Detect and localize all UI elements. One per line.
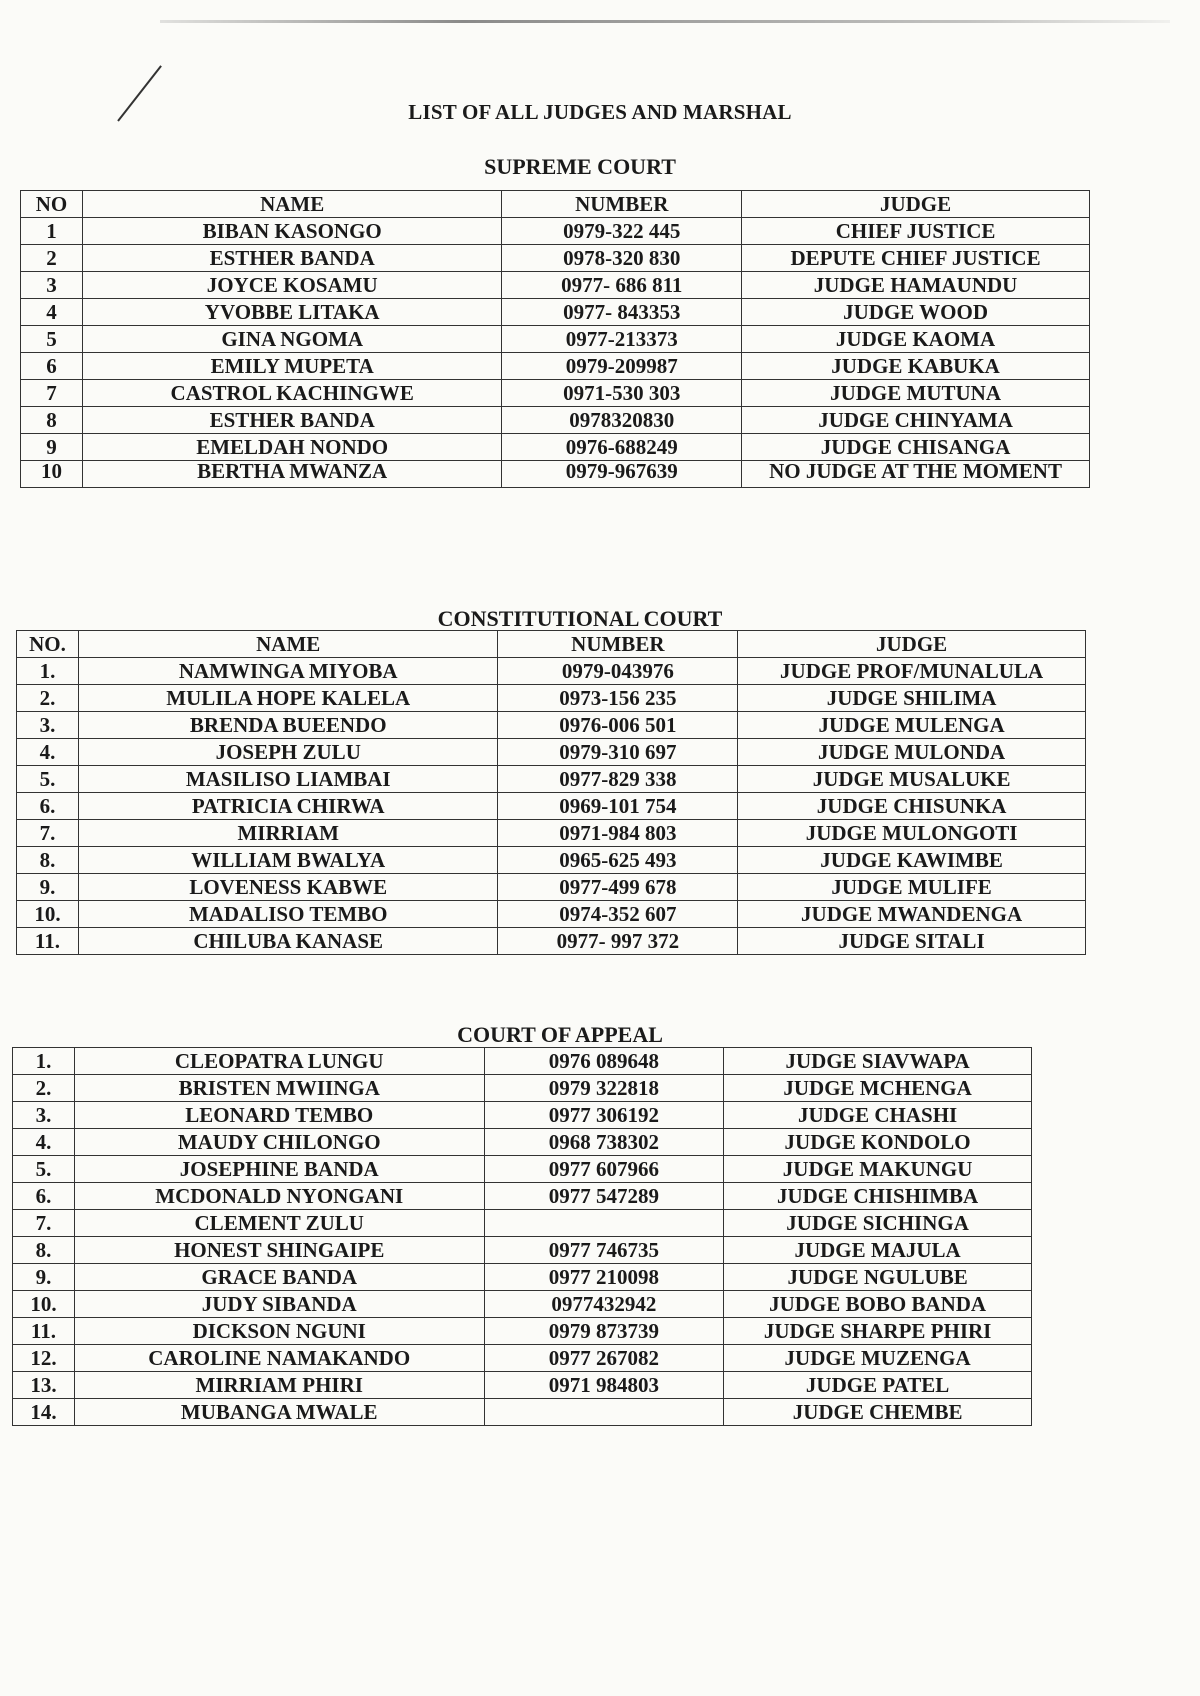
phone-number: 0977-213373	[502, 326, 742, 353]
marshal-name: JOSEPHINE BANDA	[74, 1156, 484, 1183]
judge-name: JUDGE SICHINGA	[724, 1210, 1032, 1237]
marshal-name: JOYCE KOSAMU	[82, 272, 502, 299]
court-of-appeal-table	[12, 1047, 1032, 1426]
judge-name: JUDGE SHARPE PHIRI	[724, 1318, 1032, 1345]
row-number: 3	[21, 272, 83, 299]
table-row	[13, 1372, 1032, 1399]
phone-number: 0977- 997 372	[498, 928, 738, 955]
row-number: 8.	[13, 1237, 75, 1264]
col-header-name: NAME	[78, 631, 498, 658]
row-number: 8.	[17, 847, 79, 874]
marshal-name: MASILISO LIAMBAI	[78, 766, 498, 793]
table-row	[21, 218, 1090, 245]
table-row	[13, 1075, 1032, 1102]
row-number: 3.	[13, 1102, 75, 1129]
marshal-name: JOSEPH ZULU	[78, 739, 498, 766]
table-row	[13, 1129, 1032, 1156]
row-number: 5	[21, 326, 83, 353]
marshal-name: EMELDAH NONDO	[82, 434, 502, 461]
table-row	[17, 685, 1086, 712]
judge-name: JUDGE MUSALUKE	[738, 766, 1086, 793]
table-row	[17, 820, 1086, 847]
phone-number: 0977 746735	[484, 1237, 724, 1264]
marshal-name: MIRRIAM PHIRI	[74, 1372, 484, 1399]
phone-number: 0976-006 501	[498, 712, 738, 739]
judge-name: JUDGE MUZENGA	[724, 1345, 1032, 1372]
table-row	[17, 766, 1086, 793]
marshal-name: ESTHER BANDA	[82, 407, 502, 434]
row-number: 9.	[17, 874, 79, 901]
judge-name: JUDGE CHISANGA	[742, 434, 1090, 461]
phone-number: 0979 322818	[484, 1075, 724, 1102]
row-number: 12.	[13, 1345, 75, 1372]
phone-number: 0979-043976	[498, 658, 738, 685]
row-number: 6.	[17, 793, 79, 820]
row-number: 8	[21, 407, 83, 434]
table-row	[17, 901, 1086, 928]
phone-number: 0979-209987	[502, 353, 742, 380]
col-header-judge: JUDGE	[738, 631, 1086, 658]
row-number: 1.	[17, 658, 79, 685]
marshal-name: BRISTEN MWIINGA	[74, 1075, 484, 1102]
phone-number: 0977-499 678	[498, 874, 738, 901]
table-row	[21, 299, 1090, 326]
marshal-name: CLEOPATRA LUNGU	[74, 1048, 484, 1075]
phone-number: 0977 306192	[484, 1102, 724, 1129]
phone-number: 0976-688249	[502, 434, 742, 461]
judge-name: JUDGE HAMAUNDU	[742, 272, 1090, 299]
marshal-name: EMILY MUPETA	[82, 353, 502, 380]
phone-number: 0977 607966	[484, 1156, 724, 1183]
row-number: 6	[21, 353, 83, 380]
phone-number: 0971-984 803	[498, 820, 738, 847]
marshal-name: BERTHA MWANZA	[82, 461, 502, 488]
table-row	[13, 1399, 1032, 1426]
row-number: 9	[21, 434, 83, 461]
table-row	[17, 928, 1086, 955]
table-row	[13, 1318, 1032, 1345]
judge-name: JUDGE MULENGA	[738, 712, 1086, 739]
phone-number: 0973-156 235	[498, 685, 738, 712]
table-row	[21, 380, 1090, 407]
judge-name: JUDGE WOOD	[742, 299, 1090, 326]
table-row	[21, 353, 1090, 380]
row-number: 2.	[17, 685, 79, 712]
judge-name: JUDGE BOBO BANDA	[724, 1291, 1032, 1318]
marshal-name: HONEST SHINGAIPE	[74, 1237, 484, 1264]
phone-number: 0977432942	[484, 1291, 724, 1318]
table-row	[17, 658, 1086, 685]
judge-name: JUDGE MULONGOTI	[738, 820, 1086, 847]
judge-name: JUDGE CHEMBE	[724, 1399, 1032, 1426]
judge-name: JUDGE SIAVWAPA	[724, 1048, 1032, 1075]
col-header-no: NO	[21, 191, 83, 218]
table-row	[13, 1102, 1032, 1129]
row-number: 2.	[13, 1075, 75, 1102]
phone-number: 0976 089648	[484, 1048, 724, 1075]
judge-name: JUDGE MULIFE	[738, 874, 1086, 901]
marshal-name: JUDY SIBANDA	[74, 1291, 484, 1318]
phone-number: 0969-101 754	[498, 793, 738, 820]
phone-number: 0978320830	[502, 407, 742, 434]
row-number: 2	[21, 245, 83, 272]
row-number: 10.	[17, 901, 79, 928]
judge-name: JUDGE KAWIMBE	[738, 847, 1086, 874]
marshal-name: LOVENESS KABWE	[78, 874, 498, 901]
marshal-name: MADALISO TEMBO	[78, 901, 498, 928]
col-header-number: NUMBER	[502, 191, 742, 218]
row-number: 14.	[13, 1399, 75, 1426]
phone-number: 0977 210098	[484, 1264, 724, 1291]
judge-name: JUDGE KONDOLO	[724, 1129, 1032, 1156]
judge-name: NO JUDGE AT THE MOMENT	[742, 461, 1090, 488]
court-of-appeal-title: COURT OF APPEAL	[457, 1022, 663, 1047]
row-number: 1.	[13, 1048, 75, 1075]
phone-number: 0979-967639	[502, 461, 742, 488]
table-row	[17, 712, 1086, 739]
marshal-name: YVOBBE LITAKA	[82, 299, 502, 326]
table-row	[13, 1210, 1032, 1237]
table-header-row	[17, 631, 1086, 658]
marshal-name: NAMWINGA MIYOBA	[78, 658, 498, 685]
table-row	[21, 434, 1090, 461]
table-row	[13, 1291, 1032, 1318]
judge-name: JUDGE MCHENGA	[724, 1075, 1032, 1102]
judge-name: JUDGE SHILIMA	[738, 685, 1086, 712]
judge-name: CHIEF JUSTICE	[742, 218, 1090, 245]
row-number: 4	[21, 299, 83, 326]
marshal-name: MIRRIAM	[78, 820, 498, 847]
judge-name: JUDGE MAKUNGU	[724, 1156, 1032, 1183]
table-row	[21, 326, 1090, 353]
row-number: 10	[21, 461, 83, 488]
phone-number: 0979-322 445	[502, 218, 742, 245]
phone-number: 0979-310 697	[498, 739, 738, 766]
scan-edge-line	[160, 20, 1170, 23]
col-header-number: NUMBER	[498, 631, 738, 658]
phone-number: 0977 267082	[484, 1345, 724, 1372]
constitutional-court-title: CONSTITUTIONAL COURT	[437, 606, 723, 631]
marshal-name: BRENDA BUEENDO	[78, 712, 498, 739]
table-row	[13, 1156, 1032, 1183]
row-number: 5.	[13, 1156, 75, 1183]
marshal-name: MUBANGA MWALE	[74, 1399, 484, 1426]
marshal-name: WILLIAM BWALYA	[78, 847, 498, 874]
phone-number: 0968 738302	[484, 1129, 724, 1156]
table-row	[21, 407, 1090, 434]
table-row	[13, 1264, 1032, 1291]
table-row	[21, 461, 1090, 488]
marshal-name: ESTHER BANDA	[82, 245, 502, 272]
judge-name: JUDGE MULONDA	[738, 739, 1086, 766]
table-header-row	[21, 191, 1090, 218]
judge-name: JUDGE SITALI	[738, 928, 1086, 955]
phone-number	[484, 1399, 724, 1426]
judge-name: JUDGE MWANDENGA	[738, 901, 1086, 928]
marshal-name: LEONARD TEMBO	[74, 1102, 484, 1129]
constitutional-court-table	[16, 630, 1086, 955]
phone-number: 0977- 843353	[502, 299, 742, 326]
row-number: 13.	[13, 1372, 75, 1399]
row-number: 10.	[13, 1291, 75, 1318]
judge-name: DEPUTE CHIEF JUSTICE	[742, 245, 1090, 272]
marshal-name: GRACE BANDA	[74, 1264, 484, 1291]
row-number: 7.	[17, 820, 79, 847]
row-number: 6.	[13, 1183, 75, 1210]
marshal-name: CLEMENT ZULU	[74, 1210, 484, 1237]
judge-name: JUDGE PROF/MUNALULA	[738, 658, 1086, 685]
marshal-name: CASTROL KACHINGWE	[82, 380, 502, 407]
judge-name: JUDGE NGULUBE	[724, 1264, 1032, 1291]
col-header-name: NAME	[82, 191, 502, 218]
table-row	[17, 874, 1086, 901]
phone-number: 0971 984803	[484, 1372, 724, 1399]
row-number: 3.	[17, 712, 79, 739]
marshal-name: CHILUBA KANASE	[78, 928, 498, 955]
marshal-name: DICKSON NGUNI	[74, 1318, 484, 1345]
phone-number	[484, 1210, 724, 1237]
row-number: 4.	[13, 1129, 75, 1156]
col-header-judge: JUDGE	[742, 191, 1090, 218]
document-title: LIST OF ALL JUDGES AND MARSHAL	[408, 100, 792, 124]
table-row	[17, 739, 1086, 766]
row-number: 9.	[13, 1264, 75, 1291]
table-row	[17, 793, 1086, 820]
phone-number: 0971-530 303	[502, 380, 742, 407]
row-number: 7	[21, 380, 83, 407]
table-row	[17, 847, 1086, 874]
marshal-name: CAROLINE NAMAKANDO	[74, 1345, 484, 1372]
marshal-name: PATRICIA CHIRWA	[78, 793, 498, 820]
table-row	[13, 1345, 1032, 1372]
table-row	[13, 1237, 1032, 1264]
judge-name: JUDGE KABUKA	[742, 353, 1090, 380]
phone-number: 0974-352 607	[498, 901, 738, 928]
phone-number: 0979 873739	[484, 1318, 724, 1345]
table-row	[21, 272, 1090, 299]
judge-name: JUDGE CHISHIMBA	[724, 1183, 1032, 1210]
judge-name: JUDGE CHASHI	[724, 1102, 1032, 1129]
marshal-name: MCDONALD NYONGANI	[74, 1183, 484, 1210]
table-row	[13, 1048, 1032, 1075]
marshal-name: MAUDY CHILONGO	[74, 1129, 484, 1156]
judge-name: JUDGE CHISUNKA	[738, 793, 1086, 820]
judge-name: JUDGE MUTUNA	[742, 380, 1090, 407]
row-number: 7.	[13, 1210, 75, 1237]
marshal-name: BIBAN KASONGO	[82, 218, 502, 245]
judge-name: JUDGE CHINYAMA	[742, 407, 1090, 434]
supreme-court-table	[20, 190, 1090, 488]
judge-name: JUDGE MAJULA	[724, 1237, 1032, 1264]
row-number: 11.	[17, 928, 79, 955]
marshal-name: GINA NGOMA	[82, 326, 502, 353]
phone-number: 0978-320 830	[502, 245, 742, 272]
table-row	[21, 245, 1090, 272]
row-number: 4.	[17, 739, 79, 766]
phone-number: 0965-625 493	[498, 847, 738, 874]
judge-name: JUDGE KAOMA	[742, 326, 1090, 353]
row-number: 11.	[13, 1318, 75, 1345]
supreme-court-title: SUPREME COURT	[484, 154, 676, 179]
row-number: 1	[21, 218, 83, 245]
table-row	[13, 1183, 1032, 1210]
marshal-name: MULILA HOPE KALELA	[78, 685, 498, 712]
phone-number: 0977 547289	[484, 1183, 724, 1210]
col-header-no: NO.	[17, 631, 79, 658]
judge-name: JUDGE PATEL	[724, 1372, 1032, 1399]
phone-number: 0977-829 338	[498, 766, 738, 793]
row-number: 5.	[17, 766, 79, 793]
phone-number: 0977- 686 811	[502, 272, 742, 299]
